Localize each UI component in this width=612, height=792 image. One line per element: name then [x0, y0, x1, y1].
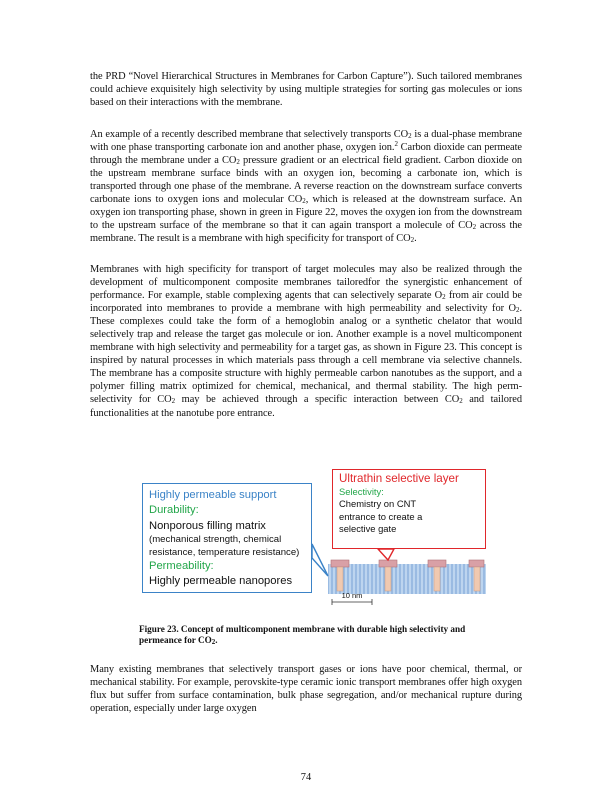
selective-title: Ultrathin selective layer — [339, 472, 459, 485]
paragraph-dual-phase-membrane: An example of a recently described membrane that selectively transports $CO_2$ is a dual-phase membrane with one phase transporting carbonate ion and another phase, oxygen ion.$^2$ Carbon dioxide can permeate through the membrane under a $CO_2$ pressure gradient or an electrical field gradient. Carbon dioxide on the upstream membrane surface binds with an oxygen ion, becoming a carbonate ion, which is transported through one phase of the membrane. A reverse reaction on the downstream surface converts carbonate ions to oxygen ions and molecular $CO_2$, which is released at the downstream surface. An oxygen ion transporting phase, shown in green in Figure 22, moves the oxygen ion from the downstream to the upstream surface of the membrane so that it can again transport a molecule of $CO_2$ across the membrane. The result is a membrane with high specificity for transport of $CO_2$. — [90, 129, 523, 245]
membrane-slab — [328, 564, 486, 594]
permeability-value: Highly permeable nanopores — [149, 575, 293, 588]
durability-label: Durability: — [149, 504, 199, 517]
durability-value: Nonporous filling matrix — [149, 519, 266, 532]
paragraph-multicomponent-membranes: Membranes with high specificity for transport of target molecules may also be realized through the development of multicomponent composite membranes tailoredfor the synergistic enhancement of performance. For example, stable complexing agents that can selectively separate $O_2$ from air could be incorporated into membranes to provide a membrane with high permeability and selectivity for $O_2$. These complexes could take the form of a hemoglobin analog or a synthetic chelator that would selectively trap and release the target gas molecule or ion. Another example is a novel multicomponent membrane with high selectivity and permeability for a target gas, as shown in Figure 23. This concept is inspired by natural processes in which materials pass through a cell membrane via selective channels. The membrane has a composite structure with highly permeable carbon nanotubes as the support, and a polymer filling matrix optimized for chemical, mechanical, and thermal stability. The high perm-selectivity for $CO_2$ may be achieved through a specific interaction between $CO_2$ and tailored functionalities at the nanotube pore entrance. — [90, 264, 522, 419]
paragraph-prd-intro: the PRD “Novel Hierarchical Structures in Membranes for Carbon Capture”). Such tailored membranes could achieve exquisitely high selectivity by using multiple strategies for sorting gas molecules or ions based on their interactions with the membrane. — [90, 71, 522, 109]
figure-caption: Figure 23. Concept of multicomponent membrane with durable high selectivity and permeance for $CO_2$. — [139, 624, 466, 647]
page-number: 74 — [300, 772, 312, 783]
support-title: Highly permeable support — [149, 489, 277, 501]
scale-label: 10 nm — [341, 591, 363, 600]
selectivity-text: Chemistry on CNT entrance to create a selective gate — [339, 498, 423, 535]
support-callout-box — [142, 483, 312, 593]
durability-note: (mechanical strength, chemical resistance, temperature resistance) — [149, 534, 300, 558]
selectivity-label: Selectivity: — [339, 486, 384, 497]
paragraph-existing-membranes: Many existing membranes that selectively transport gases or ions have poor chemical, thermal, or mechanical stability. For example, perovskite-type ceramic ionic transport membranes offer high oxygen flux but suffer from surface contamination, bulk phase segregation, and/or mechanical rupture during operation, especially under large oxygen — [90, 664, 522, 715]
selective-callout-box — [332, 469, 486, 549]
permeability-label: Permeability: — [149, 560, 214, 573]
figure-23 — [138, 466, 488, 616]
